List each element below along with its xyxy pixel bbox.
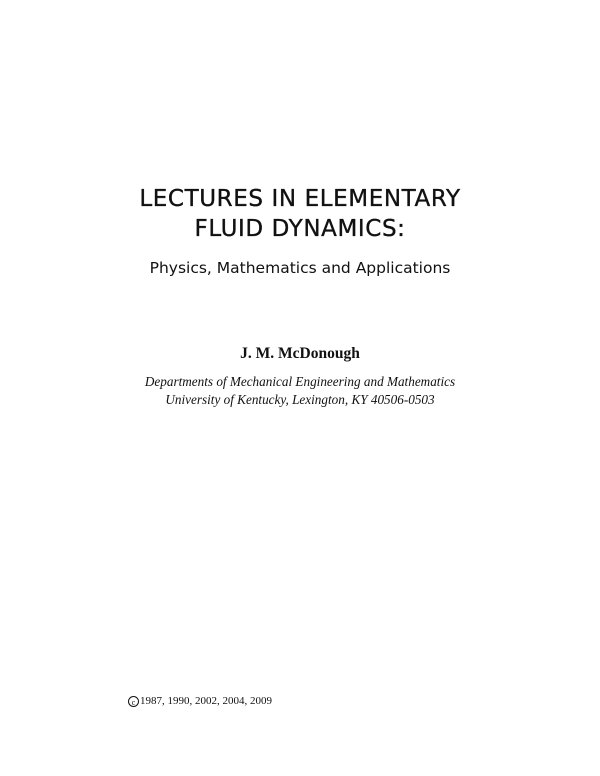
- affiliation-line-2: University of Kentucky, Lexington, KY 40506-0503: [165, 392, 435, 407]
- copyright-notice: [128, 694, 272, 708]
- book-title: [0, 184, 600, 244]
- affiliation-line-1: Departments of Mechanical Engineering and Mathematics: [144, 374, 456, 389]
- author-name: J. M. McDonough: [240, 345, 360, 362]
- book-subtitle: Physics, Mathematics and Applications: [149, 259, 451, 277]
- author-affiliation: [0, 373, 600, 409]
- book-title-line-1: LECTURES IN ELEMENTARY: [139, 186, 461, 212]
- copyright-icon: c: [128, 696, 139, 707]
- copyright-years: 1987, 1990, 2002, 2004, 2009: [140, 695, 272, 707]
- book-title-line-2: FLUID DYNAMICS:: [194, 216, 406, 242]
